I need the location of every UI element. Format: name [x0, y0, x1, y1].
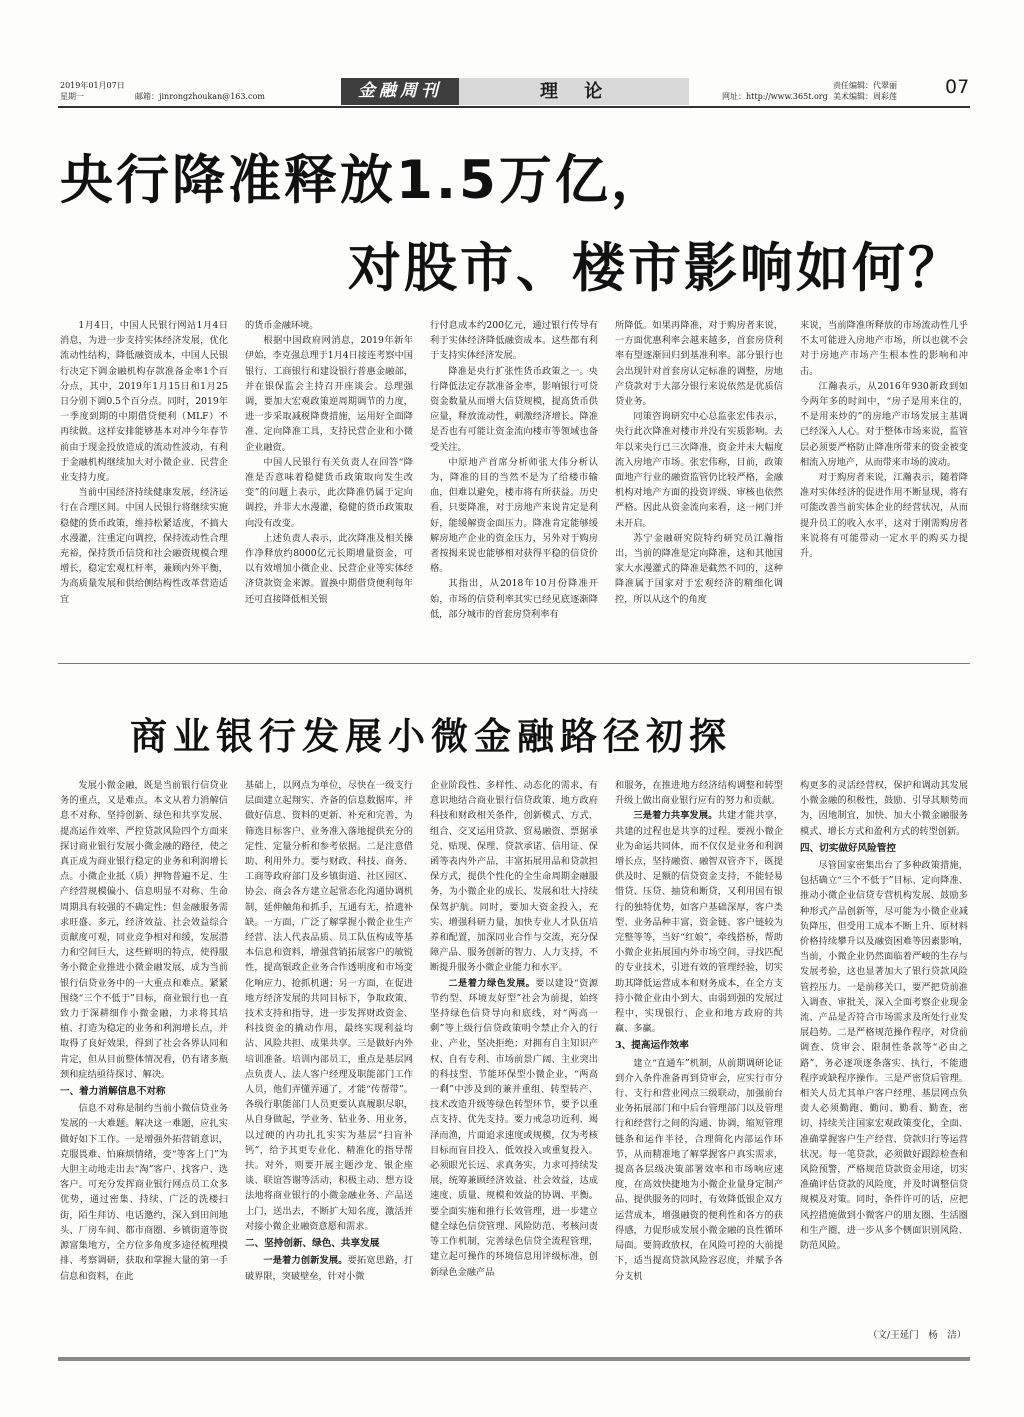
page-number: 07 [945, 76, 970, 98]
article2-column-5: 构更多的灵活经营权，保护和调动其发展小微金融的积极性，鼓励、引导其顺势而为，因地制宜，加快、加大小微金融服务模式、增长方式和盈利方式的转型创新。 四、切实做好风险管控 尽管国家密集出台了多种政策措施，包括确立“三个不低于”目标、定向降准、推动小微企业信贷专营机构发展、鼓励多种形式产品创新等，尽可能为小微企业减负降压，但受用工成本不断上升、原材料价格持续攀升以及融资困难等因素影响，当前，小微企业仍然面临着严峻的生存与发展考验，这也显著加大了银行贷款风险管控压力。一是前移关口，要严把贷前准入调查、审批关，深入全面考察企业现金流、产品是否符合市场需求及所处行业发展趋势。二是严格规范操作程序，对贷前调查、贷审会、限制性条款等“必由之路”，务必逐项逐条落实、执行，不能遗程序或缺程序操作。三是严密贷后管理。相关人员尤其单户客户经理、基层网点负责人必须勤跑、勤问、勤看、勤查，密切、持续关注国家宏观政策变化，全面、准确掌握客户生产经营、贷款归行等运营状况。每一笔贷款，必须做好跟踪检查和风险预警，严格规范贷款资金用途，切实准确评估贷款的风险度，并及时调整信贷规模及对策。同时，条件许可的话，应把风控措施做到小微客户的朋友圈、生活圈和生产圈，进一步从多个侧面识别风险、防范风险。 [800, 780, 968, 1252]
section-divider [58, 663, 970, 664]
article2-column-2: 基础上，以网点为单位，尽快在一级支行层面建立起翔实、齐备的信息数据库，并做好信息、资料的更新、补充和完善，为筛选目标客户、业务准入落地提供充分的定性、定量分析和参考依据。二是注意借助、利用外力。要与财政、科技、商务、工商等政府部门及乡镇街道、社区园区、协会、商会各方建立起常态化沟通协调机制，延伸触角和抓手，互通有无，拾遗补缺。一方面，广泛了解掌握小微企业生产经营、法人代表品质、员工队伍构成等基本信息和资料，增强营销拓展客户的敏锐性，提高银政企业务合作透明度和市场变化响应力，抢抓机遇；另一方面，在促进地方经济发展的共同目标下，争取政策、技术支持和指导，进一步发挥财政资金、科技资金的撬动作用，最终实现利益均沾、风险共担、成果共享。三是做好内外培训准备。培训内部员工，重点是基层网点负责人、法人客户经理及职能部门工作人员，他们弄懂弄通了，才能“传帮带”。各级行职能部门人员更要认真履职尽职，从自身做起，学业务、钻业务、用业务，以过硬的内功扎扎实实为基层“扫盲补钙”，给予其更专业化、精准化的指导帮扶。对外，则要开展主题沙龙、银企座谈、联谊答谢等活动，积极主动、想方设法地将商业银行的小微金融业务、产品送上门，送出去，不断扩大知名度，激活并对接小微企业融资意愿和需求。 二、坚持创新、绿色、共享发展 一是着力创新发展。要拓宽思路，打破界限，突破壁垒，针对小微 [245, 780, 413, 1282]
article1-column-4: 所降低。如果再降准，对于购房者来说，一方面优惠利率会越来越多，首套房贷利率有望逐渐回归到基准利率。部分银行也会出现针对首套房认定标准的调整，房地产贷款对于大部分银行来说依然是优质信贷业务。 同策咨询研究中心总监张宏伟表示，央行此次降准对楼市并没有实质影响。去年以来央行已三次降准，资金并未大幅度流入房地产市场。张宏伟称，目前，政策面地产行业的融资监管仍比较严格，金融机构对地产方面的投资评级、审核也依然严格。因此从资金流向来看，这一闸门并未开启。 苏宁金融研究院特约研究员江瀚指出，当前的降准是定向降准，这和其他国家大水漫灌式的降准是截然不同的，这种降准属于国家对于宏观经济的精细化调控，所以从这个的角度 [615, 320, 783, 605]
article1-title-line2: 对股市、楼市影响如何？ [348, 238, 964, 299]
footer-rule [58, 1357, 970, 1361]
issue-date: 2019年01月07日 星期一 [60, 81, 125, 101]
article1-column-3: 行付息成本约200亿元，通过银行传导有利于实体经济降低融资成本。这些都有利于支持实体经济发展。 降准是央行扩张性货币政策之一。央行降低法定存款准备金率，影响银行可贷资金数量从而增大信贷规模，提高货币供应量，释放流动性，刺激经济增长。降准是否也有可能让资金流向楼市等领域也备受关注。 中原地产首席分析师张大伟分析认为，降准的目的当然不是为了给楼市输血，但难以避免，楼市将有所获益。历史看，只要降准，对于房地产来说肯定是利好，能缓解资金面压力。降准肯定能够缓解房地产企业的资金压力，另外对于购房者按揭来说也能够相对获得平稳的信贷价格。 其指出，从2018年10月份降准开始，市场的信贷利率其实已经见底逐渐降低，部分城市的首套房贷利率有 [430, 320, 598, 620]
brand-logo: 金融周刊 [341, 78, 459, 105]
article2-column-1: 发展小微金融，既是当前银行信贷业务的重点，又是难点。本文从着力消解信息不对称、坚持创新、绿色和共享发展、提高运作效率、严控贷款风险四个方面来探讨商业银行发展小微金融的路径，使之真正成为商业银行稳定的业务和利润增长点。小微企业抵（质）押物普遍不足、生产经营规模偏小、信息明显不对称、生命周期具有较强的不确定性；但金融服务需求旺盛、多元，经济效益、社会效益综合贡献度可观，同业竞争相对和缓，发展潜力和空间巨大，这些鲜明的特点，使得服务小微企业推进小微金融发展，成为当前银行信贷业务中的一大重点和难点。紧紧围绕“三个不低于”目标，商业银行也一直致力于深耕细作小微金融，力求将其培植、打造为稳定的业务和利润增长点，并取得了良好效果，得到了社会各界认同和肯定，但从目前整体情况看，仍有诸多瓶颈和症结亟待探讨、解决。 一、着力消解信息不对称 信息不对称是制约当前小微信贷业务发展的一大难题。解决这一难题，应扎实做好如下工作。一是增强外拓营销意识，克服畏难、怕麻烦情绪，变“等客上门”为大胆主动地走出去“淘”客户、找客户、选客户。可充分发挥商业银行网点员工众多优势，通过密集、持续、广泛的洗楼扫街，陌生拜访、电话邀约，深入到田间地头、厂房车间、都市商圈、乡镇街道等资源富集地方，全方位多角度多途径梳理摸排、考察调研，获取和掌握大量的第一手信息和资料，在此 [60, 780, 228, 1282]
subheading-1: 一、着力消解信息不对称 [60, 1086, 166, 1098]
article2-title: 商业银行发展小微金融路径初探 [130, 715, 732, 758]
subheading-4: 四、切实做好风险管控 [800, 842, 896, 854]
website: 网址：http://www.365t.org [722, 92, 828, 101]
section-title: 理 论 [540, 81, 613, 102]
article1-column-1: 1月4日，中国人民银行网站1月4日消息，为进一步支持实体经济发展，优化流动性结构，降低融资成本，中国人民银行决定下调金融机构存款准备金率1个百分点，其中，2019年1月15日和1月25日分别下调0.5个百分点。同时，2019年一季度到期的中期借贷便利（MLF）不再续做。这样安排能够基本对冲今年春节前由于现金投放造成的流动性波动，有利于金融机构继续加大对小微企业、民营企业支持力度。 当前中国经济持续健康发展，经济运行在合理区间。中国人民银行将继续实施稳健的货币政策，维持松紧适度，不搞大水漫灌，注重定向调控，保持流动性合理充裕，保持货币信贷和社会融资规模合理增长，稳定宏观杠杆率，兼顾内外平衡，为高质量发展和供给侧结构性改革营造适宜 [60, 320, 228, 605]
article1-column-2: 的货币金融环境。 根据中国政府网消息，2019年新年伊始，李克强总理于1月4日接连考察中国银行、工商银行和建设银行普惠金融部，并在银保监会主持召开座谈会。总理强调，要加大宏观政策逆周期调节的力度，进一步采取减税降费措施，运用好全面降准、定向降准工具，支持民营企业和小微企业融资。 中国人民银行有关负责人在回答“降准是否意味着稳健货币政策取向发生改变”的问题上表示，此次降准仍属于定向调控，并非大水漫灌，稳健的货币政策取向没有改变。 上述负责人表示，此次降准及相关操作净释放约8000亿元长期增量资金，可以有效增加小微企业、民营企业等实体经济贷款资金来源。置换中期借贷便利每年还可直接降低相关银 [245, 320, 413, 605]
byline: （文/王延门 杨 洁） [868, 1330, 967, 1341]
editors: 责任编辑：代翠丽 美术编辑：周彩莲 [833, 81, 897, 101]
article1-title-line1: 央行降准释放1.5万亿， [60, 150, 667, 211]
article2-column-4: 和服务，在推进地方经济结构调整和转型升级上做出商业银行应有的努力和贡献。 三是着力共享发展。共建才能共享，共建的过程也是共享的过程。要视小微企业为命运共同体，而不仅仅是业务和利润增长点，坚持融资、融智双管齐下，既提供及时、足额的信贷资金支持，不能轻易惜贷、压贷、抽贷和断贷，又利用国有银行的独特优势，如客户基础深厚，客户类型、业务品种丰富，资金链、客户链较为完整等等，当好“红娘”，牵线搭桥，帮助小微企业拓展国内外市场空间，寻找匹配的专业技术，引进有效的管理经验，切实助其降低运营成本和财务成本，在全方支持小微企业由小到大、由弱到强的发展过程中，实现银行、企业和地方政府的共赢、多赢。 3、提高运作效率 建立“直通车”机制，从前期调研论证到介入条件准备再到贷审会，应实行市分行、支行和营业网点三级联动，加强前台业务拓展部门和中后台管理部门以及管理行和经营行之间的沟通、协调，缩短管理链条和运作半径，合理简化内部运作环节，从而精准地了解掌握客户真实需求，提高各层级决策部署效率和市场响应速度，在高效快捷地为小微企业量身定制产品、提供服务的同时，有效降低银企双方运营成本，增强融资的便利性和各方的获得感，力促形成发展小微金融的良性循环局面。要简政放权，在风险可控的大前提下，适当提高贷款风险容忍度，并赋予各分支机 [615, 780, 783, 1282]
article1-column-5: 来说，当前降准所释放的市场流动性几乎不太可能进入房地产市场，所以也就不会对于房地产市场产生根本性的影响和冲击。 江瀚表示，从2016年930新政到如今两年多的时间中，“房子是用来住的，不是用来炒的”的房地产市场发展主基调已经深入人心。对于整体市场来说，监管层必须要严格防止降准所带来的资金被变相流入房地产，从而带来市场的波动。 对于购房者来说，江瀚表示，随着降准对实体经济的促进作用不断显现，将有可能改善当前实体企业的经营状况，从而提升员工的收入水平，这对于刚需购房者来说将有可能带动一定水平的购买力提升。 [800, 320, 968, 560]
article2-column-3: 企业阶段性、多样性、动态化的需求，有意识地结合商业银行信贷政策、地方政府科技和财政相关条件，创新模式、方式，组合、交叉运用贷款、贸易融资、票据承兑、贴现、保理、贷款承诺、信用证、保函等表内外产品，丰富拓展用品和贷款担保方式，提供个性化的全生命周期金融服务，为小微企业的成长、发展和壮大持续保驾护航。同时，要加大资金投入，充实、增强科研力量，加快专业人才队伍培养和配置，加深同业合作与交流，充分保障产品、服务创新的智力、人力支持，不断提升服务小微企业能力和水平。 二是着力绿色发展。要以建设“资源节约型、环境友好型”社会为前提，始终坚持绿色信贷导向和底线，对“两高一剩”等上级行信贷政策明令禁止介入的行业、产业，坚决拒绝；对拥有自主知识产权、自有专利、市场前景广阔、主业突出的科技型、节能环保型小微企业，“两高一剩”中涉及到的兼并重组、转型转产、技术改造升级等绿色转型环节，要予以重点支持、优先支持。要力戒急功近利、竭泽而渔，片面追求速度或规模，仅为考核目标而盲目投入、低效投入或重复投入。必须眼光长远、求真务实，力求可持续发展，统筹兼顾经济效益、社会效益，达成速度、质量、规模和效益的协调、平衡。要全面实施和推行长效管理，进一步建立健全绿色信贷管理、风险防范、考核问责等工作机制，完善绿色信贷全流程管理，建立起可操作的环境信息用评级标准，创新绿色金融产品 [430, 780, 598, 1278]
contact-email: 邮箱：jinrongzhoukan@163.com [135, 92, 265, 101]
subheading-2: 二、坚持创新、绿色、共享发展 [245, 1238, 380, 1250]
subheading-3: 3、提高运作效率 [615, 1040, 689, 1052]
header-rule [58, 106, 970, 108]
